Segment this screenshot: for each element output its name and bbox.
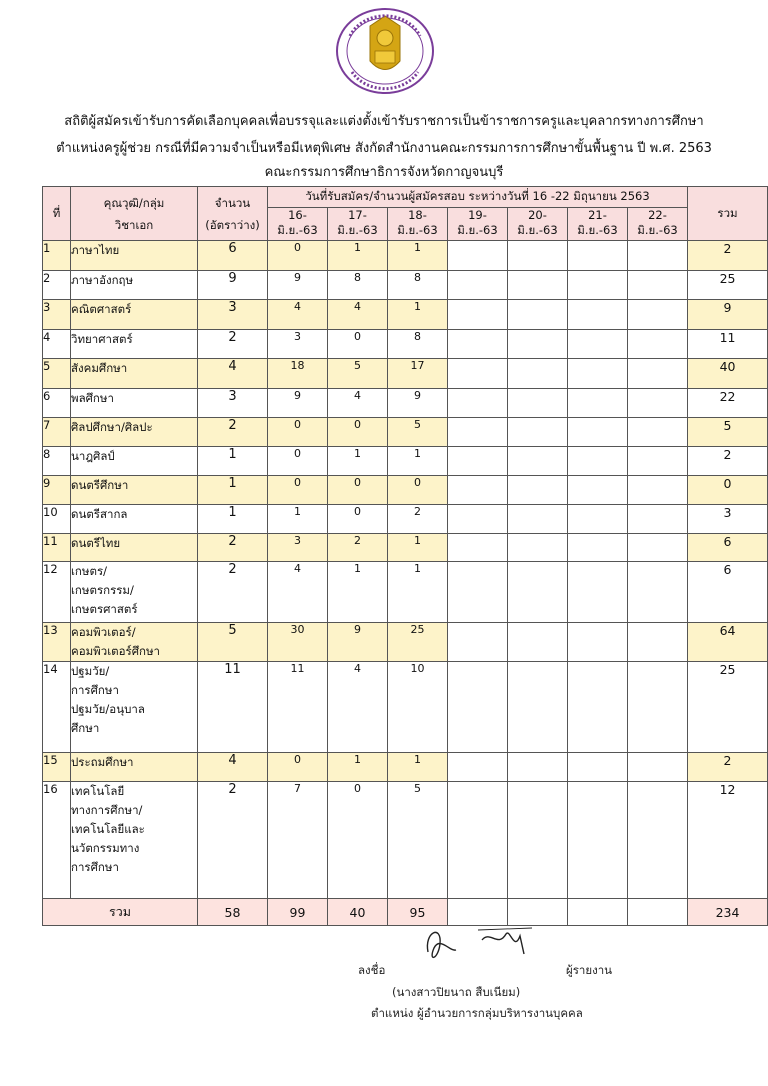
subject-line: เกษตรกรรม/ xyxy=(71,583,134,597)
row-number: 8 xyxy=(43,447,71,476)
subject-cell xyxy=(71,476,198,505)
row-number: 6 xyxy=(43,389,71,418)
day-count-cell-empty xyxy=(568,662,628,753)
subject-cell xyxy=(71,782,198,899)
subject-line: เกษตรศาสตร์ xyxy=(71,602,138,616)
subject-line: ทางการศึกษา/ xyxy=(71,803,143,817)
totals-d17: 40 xyxy=(328,899,388,926)
row-total-cell: 3 xyxy=(688,505,768,534)
day-count-cell-empty xyxy=(448,662,508,753)
row-number: 14 xyxy=(43,662,71,753)
header-subject-line1: คุณวุฒิ/กลุ่ม xyxy=(103,195,165,210)
subject-line: การศึกษา xyxy=(71,683,119,697)
header-vacancy-line2: (อัตราว่าง) xyxy=(205,217,260,232)
header-day: 20-มิ.ย.-63 xyxy=(508,208,568,241)
header-day: 17-มิ.ย.-63 xyxy=(328,208,388,241)
day-count-cell-empty xyxy=(448,534,508,562)
totals-empty-day xyxy=(628,899,688,926)
day-count-cell-empty xyxy=(508,271,568,300)
title-line-2: ตำแหน่งครูผู้ช่วย กรณีที่มีความจำเป็นหรือมีเหตุพิเศษ สังกัดสำนักงานคณะกรรมการการศึกษาขั้นพื้นฐาน ปี พ.ศ. 2563 xyxy=(56,141,712,156)
day-count-cell-empty xyxy=(448,330,508,359)
row-total-cell: 25 xyxy=(688,271,768,300)
day-count-cell: 4 xyxy=(268,562,328,623)
row-number: 15 xyxy=(43,753,71,782)
header-day: 16-มิ.ย.-63 xyxy=(268,208,328,241)
table-row xyxy=(43,476,768,505)
row-number: 16 xyxy=(43,782,71,899)
day-count-cell-empty xyxy=(508,447,568,476)
day-count-cell: 0 xyxy=(328,505,388,534)
day-count-cell-empty xyxy=(508,562,568,623)
day-count-cell: 1 xyxy=(388,241,448,271)
totals-vacancy: 58 xyxy=(198,899,268,926)
row-number: 9 xyxy=(43,476,71,505)
day-count-cell-empty xyxy=(628,753,688,782)
row-number: 1 xyxy=(43,241,71,271)
vacancy-cell: 1 xyxy=(198,476,268,505)
row-total-cell: 12 xyxy=(688,782,768,899)
day-count-cell: 0 xyxy=(328,782,388,899)
table-body xyxy=(43,241,768,926)
subject-cell xyxy=(71,753,198,782)
table-row xyxy=(43,271,768,300)
vacancy-cell: 11 xyxy=(198,662,268,753)
day-count-cell: 0 xyxy=(328,476,388,505)
day-count-cell-empty xyxy=(568,782,628,899)
row-total-cell: 9 xyxy=(688,300,768,330)
vacancy-cell: 2 xyxy=(198,418,268,447)
subject-line: ดนตรีศึกษา xyxy=(71,478,129,492)
day-count-cell: 8 xyxy=(388,330,448,359)
day-count-cell-empty xyxy=(448,271,508,300)
subject-cell xyxy=(71,505,198,534)
totals-grand-total: 234 xyxy=(688,899,768,926)
day-count-cell-empty xyxy=(628,562,688,623)
row-number: 5 xyxy=(43,359,71,389)
subject-line: นาฎศิลป์ xyxy=(71,449,115,463)
day-count-cell: 30 xyxy=(268,623,328,662)
day-count-cell-empty xyxy=(508,662,568,753)
subject-line: ประถมศึกษา xyxy=(71,755,134,769)
table-row xyxy=(43,753,768,782)
subject-line: ศิลปศึกษา/ศิลปะ xyxy=(71,420,153,434)
table-row xyxy=(43,505,768,534)
day-count-cell: 11 xyxy=(268,662,328,753)
subject-line: ภาษาไทย xyxy=(71,243,120,257)
day-count-cell: 1 xyxy=(388,562,448,623)
table-row xyxy=(43,534,768,562)
header-no: ที่ xyxy=(43,187,71,241)
day-count-cell-empty xyxy=(508,300,568,330)
row-number: 7 xyxy=(43,418,71,447)
subject-line: เกษตร/ xyxy=(71,564,107,578)
day-count-cell-empty xyxy=(628,534,688,562)
vacancy-cell: 1 xyxy=(198,447,268,476)
table-row xyxy=(43,300,768,330)
day-count-cell-empty xyxy=(628,447,688,476)
day-count-cell: 1 xyxy=(328,241,388,271)
header-total: รวม xyxy=(688,187,768,241)
row-total-cell: 22 xyxy=(688,389,768,418)
title-line-3: คณะกรรมการศึกษาธิการจังหวัดกาญจนบุรี xyxy=(264,165,504,180)
vacancy-cell: 9 xyxy=(198,271,268,300)
day-count-cell: 1 xyxy=(328,562,388,623)
day-count-cell: 0 xyxy=(268,476,328,505)
day-count-cell-empty xyxy=(568,330,628,359)
day-count-cell: 4 xyxy=(328,662,388,753)
row-total-cell: 6 xyxy=(688,562,768,623)
vacancy-cell: 2 xyxy=(198,330,268,359)
table-row xyxy=(43,241,768,271)
row-total-cell: 64 xyxy=(688,623,768,662)
title-line-1: สถิติผู้สมัครเข้ารับการคัดเลือกบุคคลเพื่อบรรจุและแต่งตั้งเข้ารับราชการเป็นข้าราชการครูและบุคลากรทางการศึกษา xyxy=(64,114,704,129)
signer-name: (นางสาวปิยนาถ สืบเนียม) xyxy=(392,985,521,999)
day-count-cell-empty xyxy=(448,782,508,899)
subject-cell xyxy=(71,330,198,359)
subject-line: คอมพิวเตอร์/ xyxy=(71,625,136,639)
subject-line: คณิตศาสตร์ xyxy=(71,302,132,316)
day-count-cell: 4 xyxy=(328,389,388,418)
subject-line: วิทยาศาสตร์ xyxy=(71,332,133,346)
day-count-cell-empty xyxy=(628,359,688,389)
subject-line: คอมพิวเตอร์ศึกษา xyxy=(71,644,161,658)
subject-line: สังคมศึกษา xyxy=(71,361,128,375)
day-count-cell: 9 xyxy=(328,623,388,662)
day-count-cell-empty xyxy=(568,476,628,505)
day-count-cell-empty xyxy=(628,389,688,418)
table-row xyxy=(43,389,768,418)
day-count-cell: 0 xyxy=(268,418,328,447)
day-count-cell: 9 xyxy=(268,271,328,300)
day-count-cell-empty xyxy=(448,300,508,330)
day-count-cell-empty xyxy=(628,476,688,505)
subject-cell xyxy=(71,534,198,562)
row-total-cell: 6 xyxy=(688,534,768,562)
day-count-cell-empty xyxy=(508,534,568,562)
row-number: 12 xyxy=(43,562,71,623)
subject-cell xyxy=(71,623,198,662)
vacancy-cell: 1 xyxy=(198,505,268,534)
subject-cell xyxy=(71,241,198,271)
subject-cell xyxy=(71,447,198,476)
day-count-cell: 2 xyxy=(328,534,388,562)
day-count-cell: 5 xyxy=(388,782,448,899)
signer-position: ตำแหน่ง ผู้อำนวยการกลุ่มบริหารงานบุคคล xyxy=(371,1006,583,1020)
row-number: 2 xyxy=(43,271,71,300)
table-row xyxy=(43,562,768,623)
header-day: 21-มิ.ย.-63 xyxy=(568,208,628,241)
day-count-cell: 1 xyxy=(388,447,448,476)
day-count-cell: 17 xyxy=(388,359,448,389)
day-count-cell-empty xyxy=(628,330,688,359)
vacancy-cell: 6 xyxy=(198,241,268,271)
day-count-cell-empty xyxy=(448,447,508,476)
header-day: 19-มิ.ย.-63 xyxy=(448,208,508,241)
day-count-cell-empty xyxy=(568,562,628,623)
row-total-cell: 40 xyxy=(688,359,768,389)
row-total-cell: 5 xyxy=(688,418,768,447)
header-day: 18-มิ.ย.-63 xyxy=(388,208,448,241)
day-count-cell-empty xyxy=(568,271,628,300)
day-count-cell-empty xyxy=(448,753,508,782)
totals-d16: 99 xyxy=(268,899,328,926)
day-count-cell: 9 xyxy=(268,389,328,418)
day-count-cell-empty xyxy=(568,359,628,389)
day-count-cell: 1 xyxy=(328,753,388,782)
day-count-cell: 0 xyxy=(328,418,388,447)
table-row xyxy=(43,359,768,389)
totals-label: รวม xyxy=(43,899,198,926)
day-count-cell: 3 xyxy=(268,534,328,562)
table-row xyxy=(43,623,768,662)
day-count-cell-empty xyxy=(568,418,628,447)
subject-line: นวัตกรรมทาง xyxy=(71,841,140,855)
day-count-cell-empty xyxy=(628,418,688,447)
vacancy-cell: 4 xyxy=(198,359,268,389)
day-count-cell-empty xyxy=(448,359,508,389)
day-count-cell: 1 xyxy=(388,534,448,562)
day-count-cell-empty xyxy=(508,359,568,389)
header-vacancy xyxy=(198,187,268,241)
day-count-cell-empty xyxy=(448,418,508,447)
day-count-cell-empty xyxy=(628,662,688,753)
day-count-cell-empty xyxy=(448,476,508,505)
day-count-cell: 1 xyxy=(268,505,328,534)
subject-line: ดนตรีไทย xyxy=(71,536,121,550)
row-total-cell: 0 xyxy=(688,476,768,505)
day-count-cell-empty xyxy=(508,476,568,505)
day-count-cell-empty xyxy=(448,505,508,534)
subject-line: เทคโนโลยี xyxy=(71,784,125,798)
day-count-cell: 5 xyxy=(328,359,388,389)
day-count-cell-empty xyxy=(448,623,508,662)
day-count-cell-empty xyxy=(448,241,508,271)
day-count-cell: 1 xyxy=(328,447,388,476)
subject-cell xyxy=(71,418,198,447)
day-count-cell-empty xyxy=(568,389,628,418)
row-number: 3 xyxy=(43,300,71,330)
day-count-cell: 8 xyxy=(388,271,448,300)
day-count-cell-empty xyxy=(508,782,568,899)
day-count-cell: 0 xyxy=(328,330,388,359)
reporter-label: ผู้รายงาน xyxy=(566,963,613,977)
day-count-cell: 4 xyxy=(328,300,388,330)
day-count-cell-empty xyxy=(628,300,688,330)
table-row xyxy=(43,330,768,359)
row-total-cell: 2 xyxy=(688,447,768,476)
row-number: 10 xyxy=(43,505,71,534)
table-row xyxy=(43,662,768,753)
subject-cell xyxy=(71,562,198,623)
day-count-cell: 0 xyxy=(268,241,328,271)
totals-empty-day xyxy=(568,899,628,926)
header-day-group: วันที่รับสมัคร/จำนวนผู้สมัครสอบ ระหว่างวันที่ 16 -22 มิถุนายน 2563 xyxy=(268,187,688,208)
day-count-cell-empty xyxy=(508,389,568,418)
day-count-cell-empty xyxy=(568,753,628,782)
day-count-cell: 4 xyxy=(268,300,328,330)
row-total-cell: 2 xyxy=(688,241,768,271)
day-count-cell: 0 xyxy=(268,447,328,476)
row-total-cell: 2 xyxy=(688,753,768,782)
row-number: 4 xyxy=(43,330,71,359)
day-count-cell: 25 xyxy=(388,623,448,662)
day-count-cell-empty xyxy=(568,241,628,271)
day-count-cell: 9 xyxy=(388,389,448,418)
day-count-cell-empty xyxy=(448,562,508,623)
day-count-cell-empty xyxy=(628,782,688,899)
day-count-cell-empty xyxy=(568,534,628,562)
day-count-cell-empty xyxy=(568,447,628,476)
day-count-cell-empty xyxy=(628,241,688,271)
day-count-cell-empty xyxy=(448,389,508,418)
day-count-cell: 1 xyxy=(388,753,448,782)
day-count-cell: 0 xyxy=(388,476,448,505)
totals-d18: 95 xyxy=(388,899,448,926)
applicant-statistics-table xyxy=(42,186,768,926)
subject-line: ปฐมวัย/อนุบาล xyxy=(71,702,145,716)
row-number: 13 xyxy=(43,623,71,662)
header-subject-line2: วิชาเอก xyxy=(114,217,154,232)
row-number: 11 xyxy=(43,534,71,562)
day-count-cell: 3 xyxy=(268,330,328,359)
sign-label: ลงชื่อ xyxy=(358,963,386,977)
table-row xyxy=(43,782,768,899)
day-count-cell-empty xyxy=(568,505,628,534)
vacancy-cell: 3 xyxy=(198,300,268,330)
day-count-cell-empty xyxy=(508,623,568,662)
subject-line: การศึกษา xyxy=(71,860,119,874)
day-count-cell-empty xyxy=(568,623,628,662)
day-count-cell-empty xyxy=(508,753,568,782)
vacancy-cell: 3 xyxy=(198,389,268,418)
day-count-cell: 8 xyxy=(328,271,388,300)
subject-cell xyxy=(71,662,198,753)
day-count-cell-empty xyxy=(508,418,568,447)
vacancy-cell: 2 xyxy=(198,562,268,623)
day-count-cell-empty xyxy=(508,505,568,534)
day-count-cell-empty xyxy=(628,623,688,662)
table-row xyxy=(43,447,768,476)
day-count-cell: 7 xyxy=(268,782,328,899)
header-subject xyxy=(71,187,198,241)
day-count-cell: 18 xyxy=(268,359,328,389)
subject-line: ศึกษา xyxy=(71,721,100,735)
day-count-cell: 10 xyxy=(388,662,448,753)
vacancy-cell: 5 xyxy=(198,623,268,662)
header-day: 22-มิ.ย.-63 xyxy=(628,208,688,241)
header-vacancy-line1: จำนวน xyxy=(214,195,251,210)
day-count-cell-empty xyxy=(508,241,568,271)
subject-cell xyxy=(71,300,198,330)
subject-line: ภาษาอังกฤษ xyxy=(71,273,134,287)
table-row xyxy=(43,418,768,447)
education-office-emblem-icon xyxy=(320,6,450,96)
row-total-cell: 11 xyxy=(688,330,768,359)
subject-line: เทคโนโลยีและ xyxy=(71,822,145,836)
day-count-cell-empty xyxy=(628,505,688,534)
vacancy-cell: 2 xyxy=(198,782,268,899)
handwritten-signature-icon xyxy=(420,922,540,966)
subject-line: พลศึกษา xyxy=(71,391,114,405)
vacancy-cell: 2 xyxy=(198,534,268,562)
vacancy-cell: 4 xyxy=(198,753,268,782)
day-count-cell-empty xyxy=(508,330,568,359)
subject-line: ปฐมวัย/ xyxy=(71,664,110,678)
subject-cell xyxy=(71,271,198,300)
day-count-cell: 1 xyxy=(388,300,448,330)
day-count-cell: 2 xyxy=(388,505,448,534)
totals-row xyxy=(43,899,768,926)
subject-cell xyxy=(71,359,198,389)
row-total-cell: 25 xyxy=(688,662,768,753)
subject-line: ดนตรีสากล xyxy=(71,507,128,521)
day-count-cell-empty xyxy=(628,271,688,300)
day-count-cell: 0 xyxy=(268,753,328,782)
day-count-cell-empty xyxy=(568,300,628,330)
day-count-cell: 5 xyxy=(388,418,448,447)
subject-cell xyxy=(71,389,198,418)
